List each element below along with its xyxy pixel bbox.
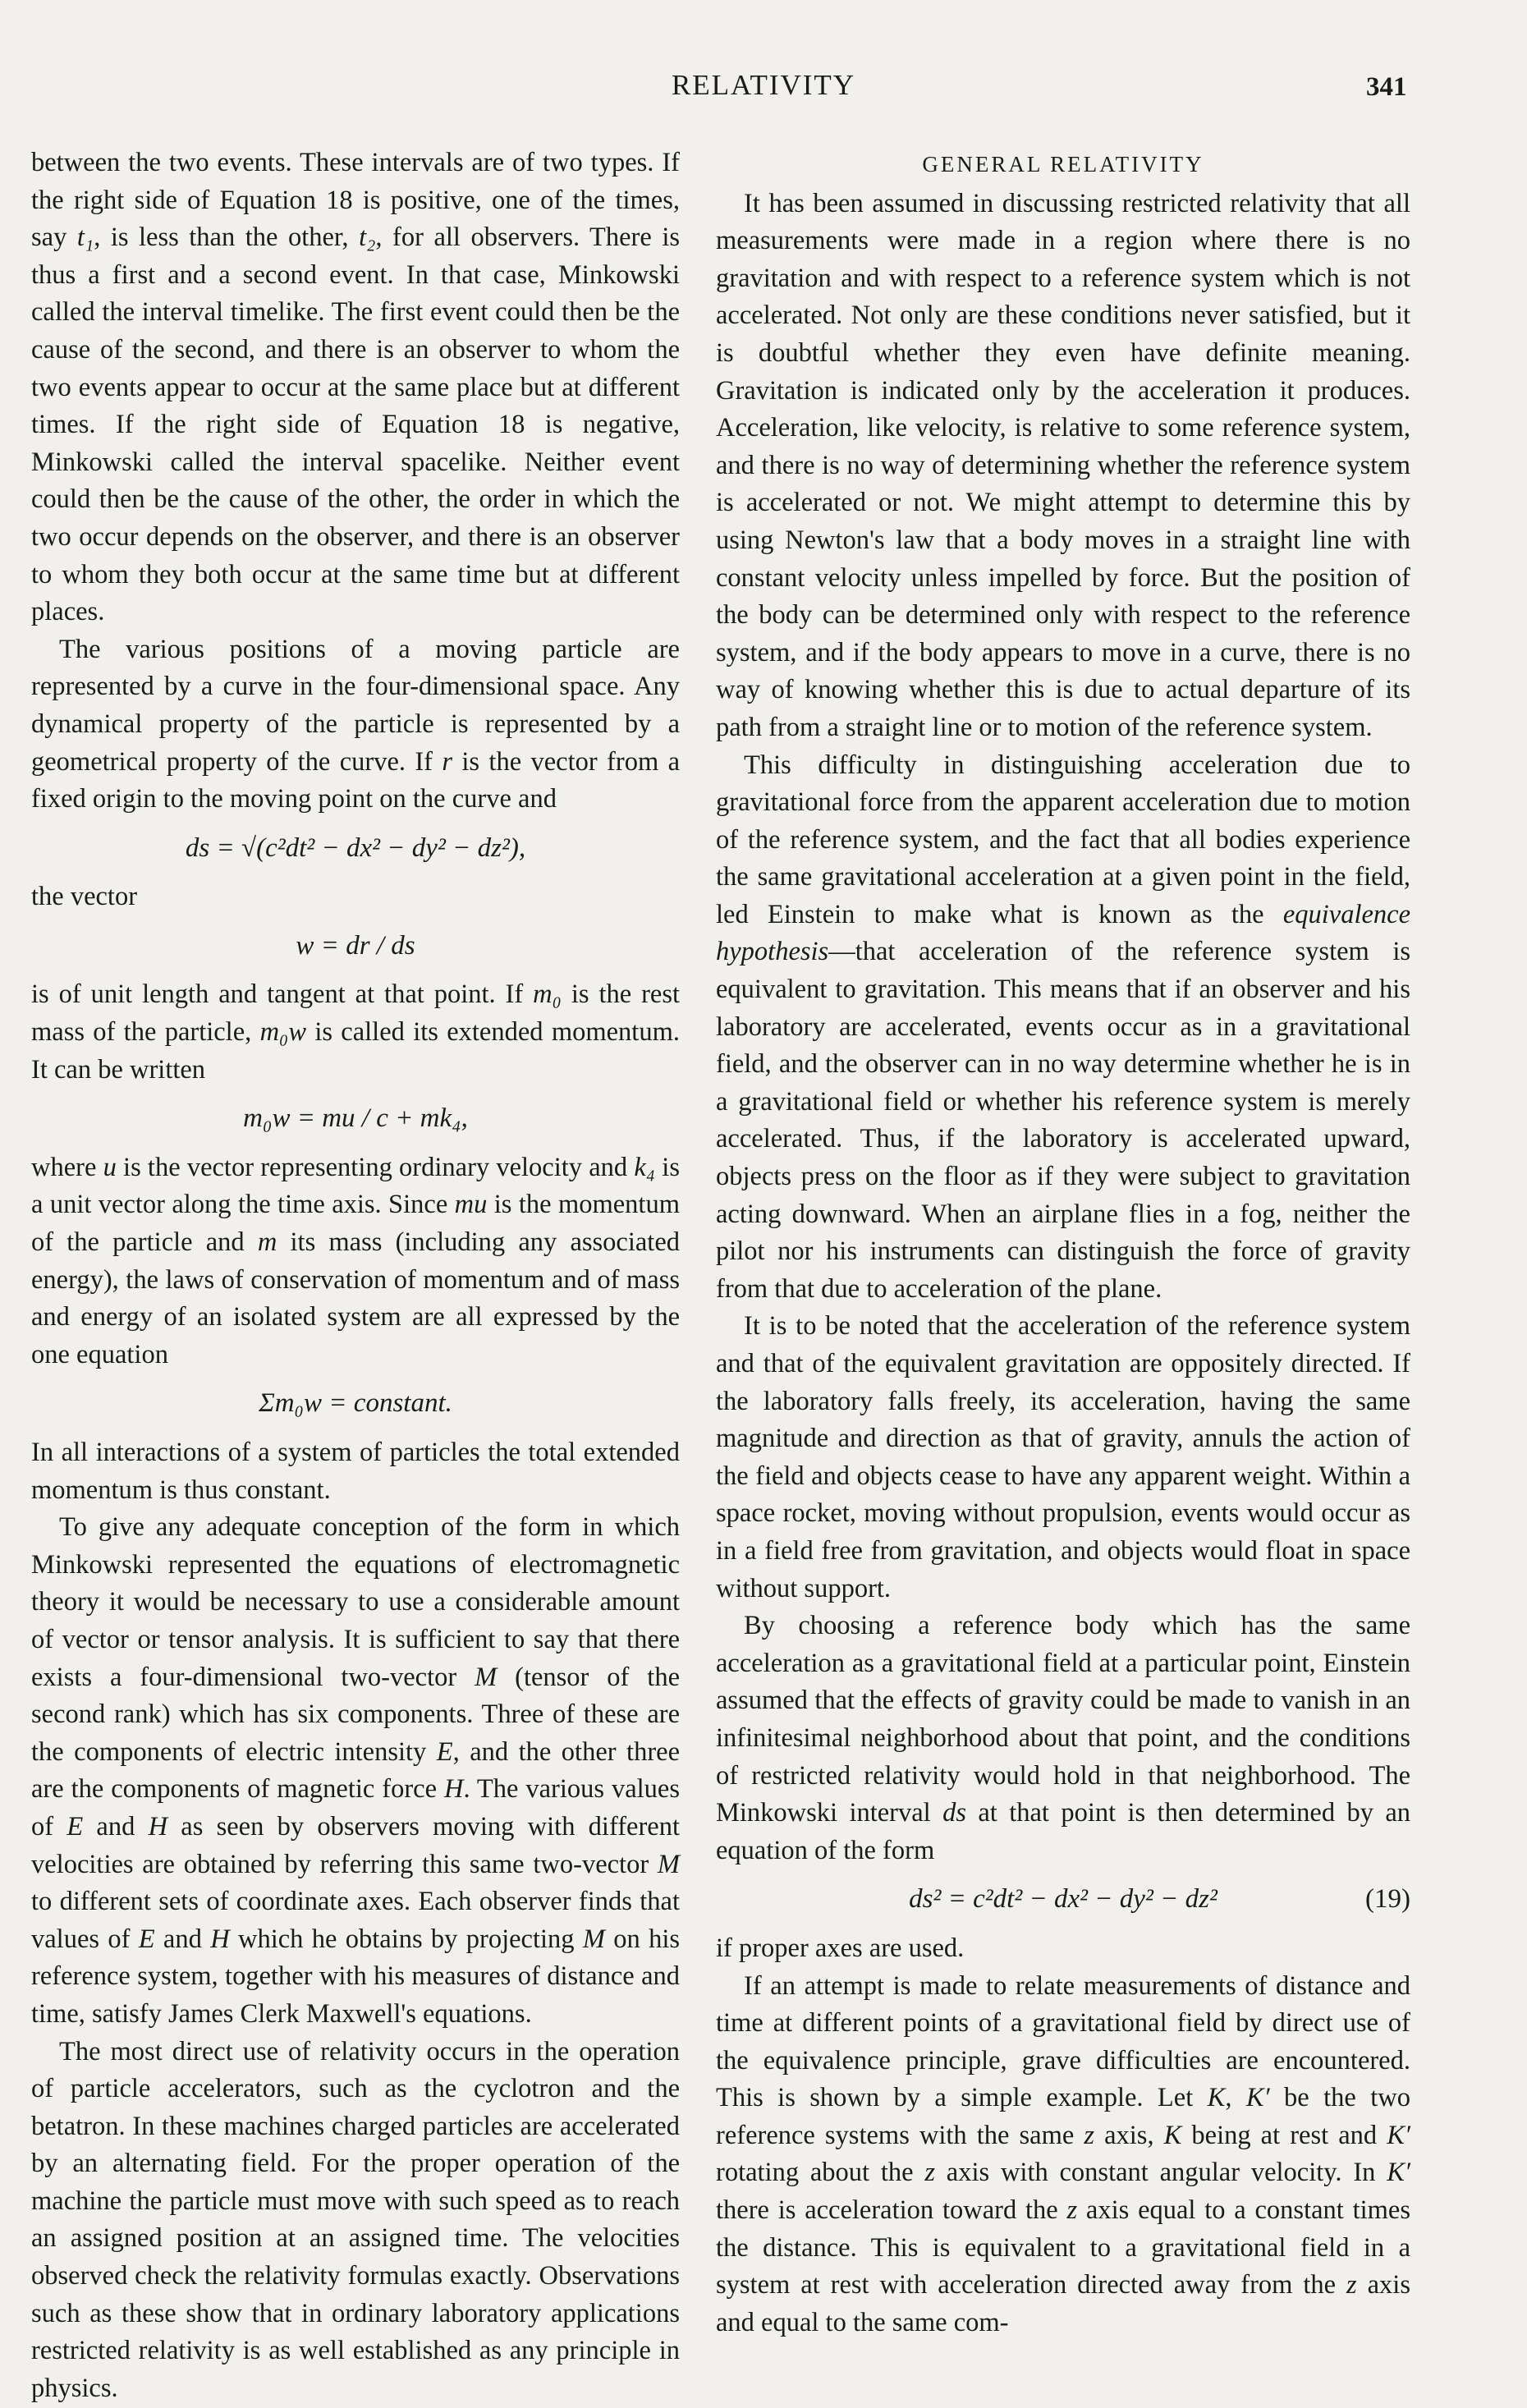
running-header-title: RELATIVITY [671, 69, 856, 101]
equation-text: m₀w = mu / c + mk₄, [243, 1103, 468, 1134]
text-run: its mass (including any associated energy), the laws of conservation of momentum and of mass and energy of an isolated system are all expressed by the one equation [31, 1227, 681, 1369]
italic-term: ds [942, 1798, 966, 1828]
text-run: between the two events. These intervals are of two types. If the right side of Equation 18 is positive, one of the times, say [31, 148, 680, 253]
text-run: axis with constant angular velocity. In [935, 2158, 1387, 2188]
text-run: axis and equal to the same com- [716, 2270, 1410, 2337]
italic-term: H [210, 1924, 230, 1954]
italic-term: E [436, 1736, 453, 1767]
right-column [716, 146, 1410, 2341]
italic-term: E [138, 1924, 155, 1954]
italic-term: K [1163, 2120, 1182, 2150]
paragraph [31, 1149, 680, 1374]
italic-term: z [1346, 2270, 1357, 2300]
equation [31, 1100, 680, 1138]
paragraph [31, 878, 680, 916]
text-run: It is to be noted that the acceleration of the reference system and that of the equivalent gravitation are oppositely directed. If the laboratory falls freely, its acceleration, having the same magnitude and direction as that of gravity, annuls the action of the field and objects cease to have any apparent weight. Within a space rocket, moving without propulsion, events would occur as in a field free from gravitation, and objects would float in space without support. [716, 1311, 1410, 1603]
text-run: To give any adequate conception of the form in which Minkowski represented the equations of electromagnetic theory it would be necessary to use a considerable amount of vector or tensor analysis. It is sufficient to say that there exists a four-dimensional two-vector [31, 1512, 680, 1692]
italic-term: m [257, 1227, 277, 1258]
text-run: be the two reference systems with the same [716, 2083, 1410, 2150]
equation [716, 1881, 1410, 1919]
text-run: on his reference system, together with his measures of distance and time, satisfy James Clerk Maxwell's equations. [31, 1924, 680, 2029]
paragraph [716, 747, 1410, 1309]
paragraph [31, 631, 680, 819]
italic-term: u [103, 1152, 117, 1182]
italic-term: z [1084, 2120, 1095, 2150]
italic-term: r [442, 746, 453, 777]
text-run: is the rest mass of the particle, [31, 979, 680, 1048]
section-heading: GENERAL RELATIVITY [922, 152, 1204, 177]
text-run: In all interactions of a system of particles the total extended momentum is thus constant. [31, 1438, 680, 1505]
italic-term: z [924, 2158, 936, 2188]
italic-term: K [1207, 2083, 1226, 2113]
paragraph [31, 1434, 680, 1509]
italic-term: E [66, 1811, 84, 1842]
italic-term: t₂ [359, 222, 376, 253]
text-run: . The various values of [31, 1774, 680, 1842]
text-run: to different sets of coordinate axes. Each observer finds that values of [31, 1887, 680, 1954]
italic-term: z [1066, 2195, 1078, 2226]
page-number: 341 [1366, 72, 1407, 102]
paragraph [716, 186, 1410, 747]
text-run: being at rest and [1181, 2120, 1387, 2150]
text-run: is the vector representing ordinary velocity and [116, 1152, 635, 1182]
text-run: is a unit vector along the time axis. Since [31, 1152, 680, 1220]
text-run: there is acceleration toward the [716, 2195, 1067, 2226]
paragraph [716, 1308, 1410, 1608]
paragraph [31, 1509, 680, 2033]
text-run: It has been assumed in discussing restricted relativity that all measurements were made in a region where there is no gravitation and with respect to a reference system which is not accelerated. Not only are these conditions never satisfied, but it is doubtful whether they even have definite meaning. Gravitation is indicated only by the acceleration it produces. Acceleration, like velocity, is relative to some reference system, and there is no way of determining whether the reference system is accelerated or not. We might attempt to determine this by using Newton's law that a body moves in a straight line with constant velocity unless impelled by force. But the position of the body can be determined only with respect to the reference system, and if the body appears to move in a curve, there is no way of knowing whether this is due to actual departure of its path from a straight line or to motion of the reference system. [716, 188, 1410, 742]
equation-text: Σm₀w = constant. [259, 1388, 452, 1419]
paragraph [31, 144, 680, 631]
text-run: where [31, 1152, 103, 1182]
italic-term: t₁ [76, 222, 94, 253]
left-column [31, 144, 680, 2407]
italic-term: equivalence hypothesis [716, 899, 1410, 967]
italic-term: K′ [1387, 2120, 1410, 2150]
text-run: , [1225, 2083, 1246, 2113]
italic-term: K′ [1245, 2083, 1270, 2113]
equation [31, 928, 680, 965]
paragraph [31, 976, 680, 1089]
paragraph [31, 2034, 680, 2408]
italic-term: m₀w [259, 1017, 307, 1048]
text-run: the vector [31, 882, 138, 912]
equation-text: w = dr / ds [296, 930, 415, 961]
equation-text: ds² = c²dt² − dx² − dy² − dz² [909, 1884, 1217, 1915]
text-run: By choosing a reference body which has the same acceleration as a gravitational field at a particular point, Einstein assumed that the effects of gravity could be made to vanish in an infinitesimal neighborhood about that point, and the conditions of restricted relativity would hold in that neighborhood. The Minkowski interval [716, 1611, 1410, 1828]
text-run: is the momentum of the particle and [31, 1190, 680, 1258]
text-run: at that point is then determined by an equation of the form [716, 1798, 1410, 1865]
italic-term: M [582, 1924, 605, 1954]
text-run: rotating about the [716, 2158, 925, 2188]
text-run: as seen by observers moving with different velocities are obtained by referring this same two-vector [31, 1811, 680, 1879]
paragraph [716, 1608, 1410, 1869]
equation [31, 830, 680, 868]
italic-term: m₀ [533, 979, 562, 1010]
text-run: , and the other three are the components of magnetic force [31, 1736, 681, 1805]
paragraph [716, 1930, 1410, 1968]
text-run: , for all observers. There is thus a first and a second event. In that case, Minkowski called the interval timelike. The first event could then be the cause of the second, and there is an observer to whom the two events appear to occur at the same place but at different times. If the right side of Equation 18 is negative, Minkowski called the interval spacelike. Neither event could then be the cause of the other, the order in which the two occur depends on the observer, and there is an observer to whom they both occur at the same time but at different places. [31, 222, 680, 627]
text-run: is called its extended momentum. It can be written [31, 1017, 680, 1085]
text-run: The most direct use of relativity occurs in the operation of particle accelerators, such as the cyclotron and the betatron. In these machines charged particles are accelerated by an alternating field. For the proper operation of the machine the particle must move with such speed as to reach an assigned position at an assigned time. The velocities observed check the relativity formulas exactly. Observations such as these show that in ordinary laboratory applications restricted relativity is as well established as any principle in physics. [31, 2036, 680, 2403]
text-run: , is less than the other, [94, 222, 360, 253]
text-run: is of unit length and tangent at that point. If [31, 979, 534, 1010]
italic-term: H [148, 1811, 168, 1842]
italic-term: K′ [1387, 2158, 1410, 2188]
text-run: if proper axes are used. [716, 1933, 965, 1963]
text-run: which he obtains by projecting [229, 1924, 583, 1954]
text-run: axis equal to a constant times the distance. This is equivalent to a gravitational field in a system at rest with acceleration directed away from the [716, 2195, 1411, 2300]
italic-term: H [443, 1774, 464, 1805]
text-run: and [83, 1811, 149, 1842]
text-run: —that acceleration of the reference system is equivalent to gravitation. This means that if an observer and his laboratory are accelerated, events occur as in a gravitational field, and the observer can in no way determine whether he is in a gravitational field or whether his reference system is merely accelerated. Thus, if the laboratory is accelerated upward, objects press on the floor as if they were subject to gravitation acting downward. When an airplane flies in a fog, neither the pilot nor his instruments can distinguish the force of gravity from that due to acceleration of the plane. [716, 937, 1410, 1304]
text-run: and [154, 1924, 211, 1954]
equation [31, 1385, 680, 1423]
text-run: (tensor of the second rank) which has six components. Three of these are the components of electric intensity [31, 1662, 681, 1767]
text-run: If an attempt is made to relate measurements of distance and time at different points of a gravitational field by direct use of the equivalence principle, grave difficulties are encountered. This is shown by a simple example. Let [716, 1970, 1410, 2113]
equation-text: ds = √(c²dt² − dx² − dy² − dz²), [185, 832, 526, 863]
italic-term: k₄ [634, 1152, 656, 1182]
equation-number: (19) [1365, 1884, 1410, 1915]
paragraph [716, 1968, 1410, 2342]
text-run: The various positions of a moving particle are represented by a curve in the four-dimensional space. Any dynamical property of the particle is represented by a geometrical property of the curve. If [31, 634, 680, 777]
text-run: axis, [1094, 2120, 1164, 2150]
text-run: is the vector from a fixed origin to the moving point on the curve and [31, 746, 681, 814]
text-run: This difficulty in distinguishing acceleration due to gravitational force from the apparent acceleration due to motion of the reference system, and the fact that all bodies experience the same gravitational acceleration at a given point in the field, led Einstein to make what is known as the [716, 750, 1410, 929]
italic-term: M [657, 1849, 680, 1879]
italic-term: mu [454, 1190, 488, 1220]
italic-term: M [475, 1662, 498, 1692]
